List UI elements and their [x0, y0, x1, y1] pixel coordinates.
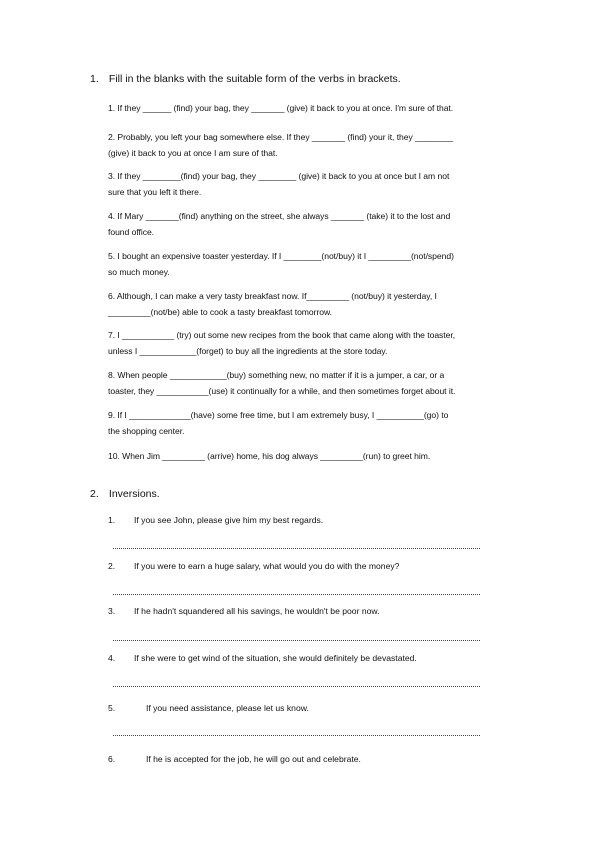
answer-dotted-line[interactable]	[113, 640, 480, 641]
item-text-line: 7. I ___________ (try) out some new recipes from the book that came along with the toaster,	[108, 330, 456, 340]
answer-dotted-line[interactable]	[113, 548, 480, 549]
item-text-line: 2. Probably, you left your bag somewhere else. If they _______ (find) your it, they ________	[108, 132, 453, 142]
inversion-item-text: If he is accepted for the job, he will go out and celebrate.	[134, 754, 361, 764]
inversion-item-text: If you need assistance, please let us know.	[134, 703, 309, 713]
inversion-item-text: If you were to earn a huge salary, what would you do with the money?	[134, 561, 400, 571]
fill-blank-item	[108, 248, 520, 280]
inversion-item-number: 6.	[108, 754, 116, 764]
fill-blank-item	[108, 100, 520, 116]
inversion-item-text: If you see John, please give him my best regards.	[134, 515, 324, 525]
section-2-heading	[90, 488, 160, 500]
inversion-item-number: 4.	[108, 653, 116, 663]
inversion-item	[108, 606, 380, 616]
fill-blank-item	[108, 129, 520, 161]
inversion-item	[108, 515, 323, 525]
item-text-line: unless I ____________(forget) to buy all the ingredients at the store today.	[108, 346, 388, 356]
inversion-item-number: 2.	[108, 561, 116, 571]
item-text-line: toaster, they ___________(use) it continually for a while, and then sometimes forget about it.	[108, 386, 456, 396]
inversion-item-number: 3.	[108, 606, 116, 616]
section-2-number: 2.	[90, 488, 99, 500]
fill-blank-item	[108, 448, 520, 464]
item-text-line: (give) it back to you at once I am sure of that.	[108, 148, 278, 158]
fill-blank-item	[108, 168, 520, 200]
inversion-item	[108, 653, 417, 663]
inversion-item-number: 5.	[108, 703, 116, 713]
item-text-line: so much money.	[108, 267, 170, 277]
fill-blank-item	[108, 208, 520, 240]
answer-dotted-line[interactable]	[113, 594, 480, 595]
answer-dotted-line[interactable]	[113, 735, 480, 736]
item-text-line: 9. If I _____________(have) some free time, but I am extremely busy, I __________(go) to	[108, 410, 449, 420]
item-text-line: sure that you left it there.	[108, 187, 202, 197]
item-text-line: 8. When people ____________(buy) something new, no matter if it is a jumper, a car, or a	[108, 370, 445, 380]
answer-dotted-line[interactable]	[113, 686, 480, 687]
item-text-line: 3. If they ________(find) your bag, they ________ (give) it back to you at once but I am not	[108, 171, 450, 181]
section-1-title: Fill in the blanks with the suitable form of the verbs in brackets.	[108, 73, 401, 85]
item-text-line: 6. Although, I can make a very tasty breakfast now. If_________ (not/buy) it yesterday, I	[108, 291, 437, 301]
item-text-line: 10. When Jim _________ (arrive) home, his dog always _________(run) to greet him.	[108, 451, 431, 461]
item-text-line: _________(not/be) able to cook a tasty breakfast tomorrow.	[108, 307, 333, 317]
fill-blank-item	[108, 407, 520, 439]
item-text-line: 5. I bought an expensive toaster yesterday. If I ________(not/buy) it I _________(not/spend)	[108, 251, 454, 261]
fill-blank-item	[108, 327, 520, 359]
inversion-item	[108, 754, 361, 764]
section-1-number: 1.	[90, 73, 99, 85]
item-text-line: 4. If Mary _______(find) anything on the street, she always _______ (take) it to the lost and	[108, 211, 451, 221]
item-text-line: found office.	[108, 227, 155, 237]
inversion-item	[108, 561, 399, 571]
item-text-line: 1. If they ______ (find) your bag, they _______ (give) it back to you at once. I'm sure of that.	[108, 103, 454, 113]
section-2-title: Inversions.	[108, 488, 160, 500]
section-1-heading	[90, 73, 401, 85]
inversion-item-text: If he hadn't squandered all his savings, he wouldn't be poor now.	[134, 606, 380, 616]
inversion-item-text: If she were to get wind of the situation, she would definitely be devastated.	[134, 653, 417, 663]
fill-blank-item	[108, 367, 520, 399]
fill-blank-item	[108, 288, 520, 320]
item-text-line: the shopping center.	[108, 426, 185, 436]
inversion-item-number: 1.	[108, 515, 116, 525]
inversion-item	[108, 703, 309, 713]
